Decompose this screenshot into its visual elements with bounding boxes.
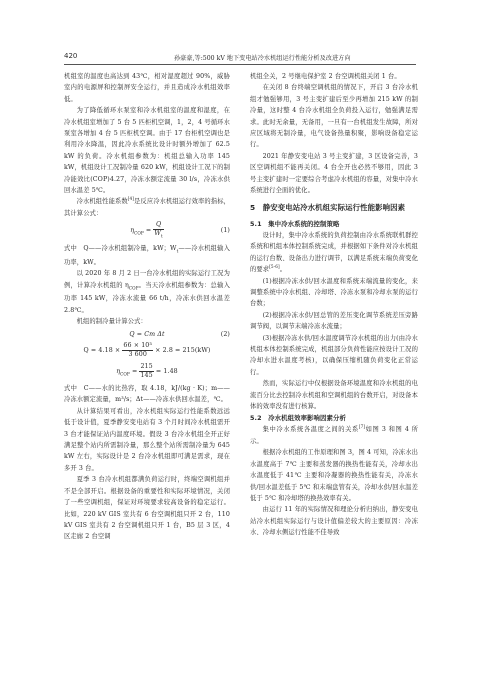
paragraph: 为了降低循环水泵室和冷水机组室的温度和湿度，在冷水机组室增加了 5 台 5 匹柜机空调，1，2，4 号循环水泵室各增加 4 台 5 匹柜机空调。由于 17 台柜机空调也是利用冷水降温，因此冷水系统比设计时额外增加了 62.5 kW 的负荷。冷水机组参数为：机组总输入功率 145 kW，机组设计工况制冷量 620 kW，机组设计工况下的制冷能效比(COP)4.27，冷冻水额定流量 30 l/s，冷冻水供回水温差 5℃。 (64, 107, 230, 195)
paragraph: 机组室的温度也高达到 43℃，相对湿度超过 90%，威胁室内的电源屏和控制屏安全运行，并且造成冷水机组效率低。 (64, 73, 230, 103)
subsection-heading: 5.2 冷水机组效率影响因素分析 (250, 414, 346, 423)
citation: [4] (127, 196, 135, 202)
citation: [7] (358, 424, 366, 430)
running-title: 孙豪豪,等:500 kV 地下变电站冷水机组运行性能分析及改进方向 (174, 54, 351, 62)
paragraph: 以 2020 年 8 月 2 日一台冷水机组的实际运行工况为例，计算冷水机组的 $\eta_{COP}$。当天冷水机组参数为：总输入功率 145 kW，冷冻水流量 66 t/h，冷冻水供回水温差 2.8℃。 (64, 270, 231, 314)
subsection-heading: 5.1 集中冷水系统的控制策略 (250, 219, 340, 228)
list-item: (2)根据冷冻水供/回总管的差压变化调节系统差压旁路调节阀，以调节末端冷冻水流量； (250, 311, 418, 331)
equation-number: (1) (220, 227, 230, 235)
equation-4: $\eta_{COP}$ = $\frac{215}{145}$ = 1.48 (116, 363, 178, 380)
list-item: (1)根据冷冻水供/回水温度和系统末端流量的变化，来调整系统中冷水机组、冷却塔、冷冻水泵和冷却水泵的运行台数； (250, 277, 418, 308)
paragraph: 从计算结果可看出，冷水机组实际运行性能系数远远低于设计值，夏季静安变电站有 3 个月时间冷水机组需开 3 台才能保证站内温度环境。假设 3 台冷水机组全开正好满足整个站内所需制冷量，那么整个站所需制冷量为 645 kW 左右，实际设计是 2 台冷水机组即可满足需求，现在多开 3 台。 (64, 407, 230, 472)
equation-number: (2) (220, 330, 230, 338)
paragraph: 式中 Q——冷水机组制冷量，kW；$W_t——$冷水机组输入功率，kW。 (64, 245, 230, 266)
equation-3: Q = 4.18 × $\frac{\text{66 × 10³}}{3 600}$ × 2.8 = 215(kW) (83, 342, 211, 359)
paragraph: 由运行 11 年的实际情况和理论分析归纳出，静安变电站冷水机组实际运行与设计值偏差较大的主要原因：冷冻水、冷却水侧运行性能不佳导致 (250, 506, 418, 537)
paragraph: 然而，实际运行中仅根据设备环境温度和冷水机组的电流百分比去控制冷水机组和空调机组的台数开启，对设备本体的效率没有进行核算。 (250, 380, 418, 411)
paragraph: 式中 C——水的比热容，取 4.18，kJ/(kg · K)；m——冷冻水额定流量，m³/s；Δt——冷冻水供回水温差，℃。 (64, 385, 230, 404)
paragraph: 在关闭 8 台终端空调机组的情况下，开启 3 台冷水机组才勉强够用，3 号主变扩建后至少再增加 215 kW 的制冷量，这时整 4 台冷水机组全负荷投入运行，勉强满足需求。此时无余量，无备用，一旦有一台机组发生故障，所对应区域将无制冷量，电气设备热量积聚，影响设备稳定运行。 (250, 84, 418, 149)
paragraph: 设计时，集中冷水系统的负荷控制由冷水系统联机群控系统和机组本体控制系统完成，并根据如下条件对冷水机组的运行台数、设备出力进行调节，以满足系统末端负荷变化的要求[5-6]。 (250, 231, 418, 274)
equation-1: $\eta_{COP}$ = $\frac{Q}{W_t}$ (1) (64, 220, 230, 242)
paragraph: 机组全关，2 号继电保护室 2 台空调机组关闭 1 台。 (250, 73, 401, 80)
equation-2: Q = Cm Δt (2) (64, 329, 230, 340)
section-heading: 5 静安变电站冷水机组实际运行性能影响因素 (250, 203, 406, 213)
citation: [5-6] (269, 264, 280, 270)
paragraph: 冷水机组性能系数[4]是反应冷水机组运行效率的指标，其计算公式： (64, 196, 230, 217)
paragraph: 机组的制冷量计算公式： (76, 318, 147, 326)
left-column (64, 71, 230, 543)
page-number: 420 (64, 52, 78, 60)
paragraph: 根据冷水机组的工作原理和图 3，图 4 可知，冷冻水出水温度高于 7℃ 主要和蒸发器的换热性能有关，冷却水出水温度低于 41℃ 主要和冷凝器的换热性能有关，冷冻水供/回水温差低于 5℃ 和末端盘管有关，冷却水供/回水温差低于 5℃ 和冷却塔的换热效率有关。 (250, 449, 418, 502)
running-header (64, 50, 416, 65)
paragraph: 集中冷水系统各温度之间的关系[7]如图 3 和图 4 所示。 (250, 424, 419, 445)
right-column (250, 71, 418, 539)
paragraph: 2021 年静安变电站 3 号主变扩建，3 区设备完善，3 区空调机组不能再关闭。4 台全开也必然不够用，因此 3 号主变扩建时一定要综合考虑冷水机组的容量，对集中冷水系统进行全面的优化。 (250, 152, 418, 195)
paragraph: 夏季 3 台冷水机组都满负荷运行时，终端空调机组并不是全部开启。根据设备的重要性和实际环境情况，关闭了一些空调机组，保证对环境要求较高设备的稳定运行。比如，220 kV GIS 室共有 6 台空调机组只开 2 台，110 kV GIS 室共有 2 台空调机组只开 1 台，B5 层 3 区，4 区走廊 2 台空调 (64, 476, 230, 541)
list-item: (3)根据冷冻水供/回水温度调节冷水机组的出力(由冷水机组本体控制系统完成，机组部分负荷性能应按设计工况的冷却水进水温度考核)，以确保压缩机随负荷变化正常运行。 (250, 334, 418, 376)
